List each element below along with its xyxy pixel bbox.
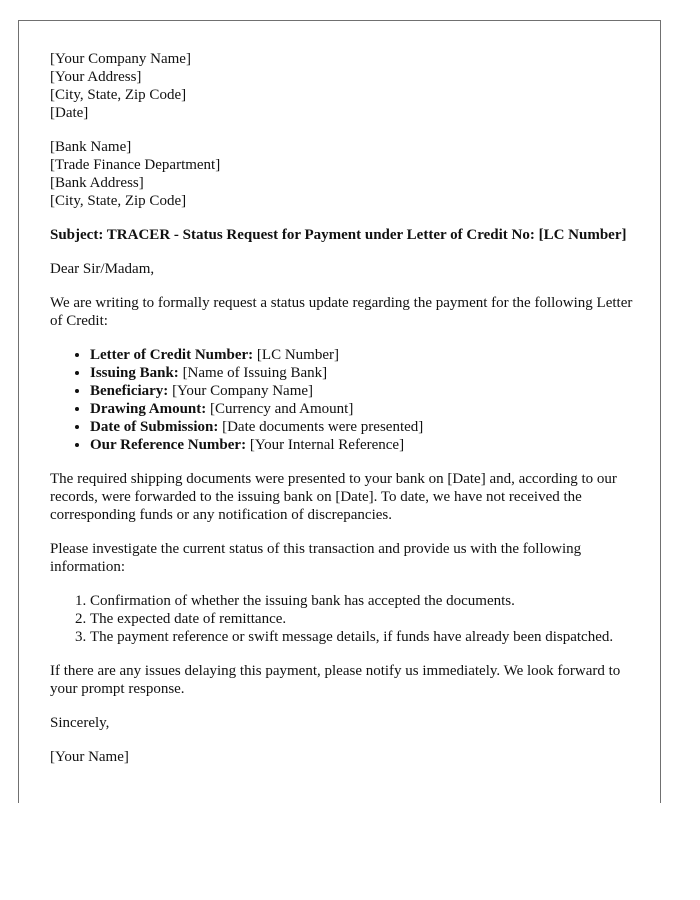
recipient-department: [Trade Finance Department] — [50, 157, 221, 173]
list-item — [90, 436, 640, 454]
detail-value: [Your Company Name] — [168, 383, 314, 399]
lc-details-list — [50, 346, 640, 454]
list-item — [90, 346, 640, 364]
detail-value: [Your Internal Reference] — [246, 437, 405, 453]
signature-name: [Your Name] — [50, 749, 129, 765]
detail-value: [Date documents were presented] — [218, 419, 424, 435]
detail-label: Issuing Bank: — [90, 365, 179, 381]
sender-date: [Date] — [50, 105, 89, 121]
recipient-address: [Bank Address] — [50, 175, 144, 191]
list-item — [90, 400, 640, 418]
list-item — [90, 418, 640, 436]
salutation: Dear Sir/Madam, — [50, 261, 155, 277]
sender-city-state-zip: [City, State, Zip Code] — [50, 87, 187, 103]
intro-paragraph: We are writing to formally request a status update regarding the payment for the following Letter of Credit: — [50, 295, 633, 329]
detail-label: Beneficiary: — [90, 383, 169, 399]
recipient-city-state-zip: [City, State, Zip Code] — [50, 193, 187, 209]
signoff: Sincerely, — [50, 715, 110, 731]
detail-value: [Name of Issuing Bank] — [178, 365, 328, 381]
detail-label: Letter of Credit Number: — [90, 347, 254, 363]
detail-label: Drawing Amount: — [90, 401, 207, 417]
list-item — [90, 364, 640, 382]
closing-paragraph: If there are any issues delaying this payment, please notify us immediately. We look forward to your prompt response. — [50, 663, 621, 697]
letter-page — [18, 20, 661, 803]
request-list — [50, 592, 640, 646]
list-item: 1. Confirmation of whether the issuing bank has accepted the documents. — [90, 592, 640, 610]
documents-paragraph: The required shipping documents were presented to your bank on [Date] and, according to our records, were forwarded to the issuing bank on [Date]. To date, we have not received the corresponding funds or any notification of discrepancies. — [50, 471, 617, 523]
detail-value: [LC Number] — [253, 347, 339, 363]
list-item: 2. The expected date of remittance. — [90, 610, 640, 628]
request-intro-paragraph: Please investigate the current status of this transaction and provide us with the following information: — [50, 541, 582, 575]
recipient-block — [50, 138, 640, 210]
detail-label: Our Reference Number: — [90, 437, 247, 453]
list-item — [90, 382, 640, 400]
sender-block — [50, 50, 640, 122]
letter-body — [50, 50, 640, 766]
recipient-bank-name: [Bank Name] — [50, 139, 132, 155]
sender-company: [Your Company Name] — [50, 51, 191, 67]
subject-line: Subject: TRACER - Status Request for Payment under Letter of Credit No: [LC Number] — [50, 227, 627, 243]
detail-label: Date of Submission: — [90, 419, 219, 435]
sender-address: [Your Address] — [50, 69, 142, 85]
list-item: 3. The payment reference or swift message details, if funds have already been dispatched. — [90, 628, 640, 646]
detail-value: [Currency and Amount] — [206, 401, 354, 417]
